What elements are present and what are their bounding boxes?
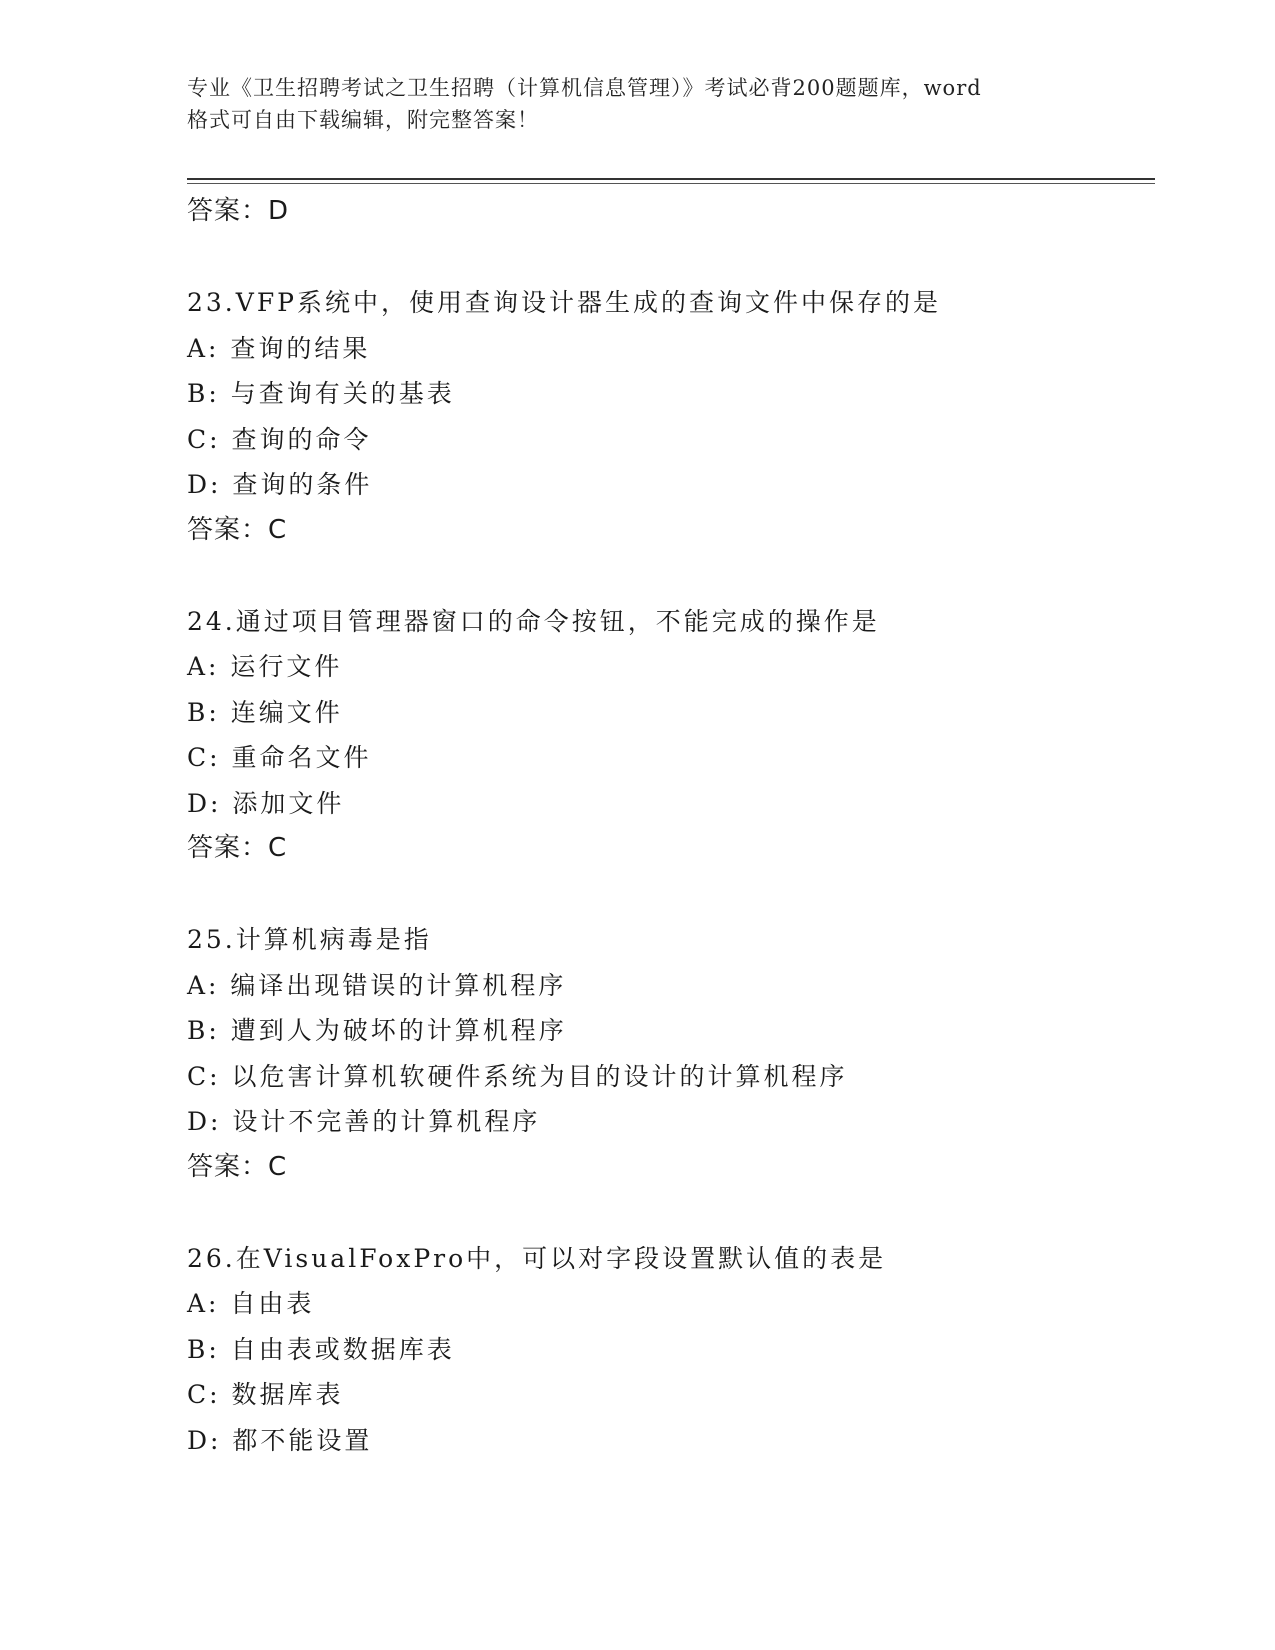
question-25	[187, 917, 1155, 1190]
spacer	[187, 235, 1155, 281]
question-24	[187, 599, 1155, 872]
header-divider-thin	[187, 183, 1155, 184]
question-stem: 24.通过项目管理器窗口的命令按钮，不能完成的操作是	[187, 606, 880, 636]
answer: 答案：C	[187, 833, 288, 863]
option-a: A: 运行文件	[187, 652, 343, 681]
spacer	[187, 1190, 1155, 1236]
spacer	[187, 872, 1155, 918]
option-b: B: 遭到人为破坏的计算机程序	[187, 1016, 567, 1045]
option-c: C: 以危害计算机软硬件系统为目的设计的计算机程序	[187, 1061, 848, 1091]
option-b: B: 与查询有关的基表	[187, 379, 455, 408]
option-a: A: 编译出现错误的计算机程序	[187, 970, 567, 1000]
option-d: D: 查询的条件	[187, 470, 373, 499]
option-c: C: 数据库表	[187, 1380, 344, 1409]
header-line-2: 格式可自由下载编辑，附完整答案！	[187, 108, 539, 132]
option-d: D: 都不能设置	[187, 1425, 373, 1455]
question-26	[187, 1236, 1155, 1464]
answer: 答案：C	[187, 1151, 288, 1182]
spacer	[187, 553, 1155, 599]
previous-answer: 答案：D	[187, 196, 290, 226]
option-a: A: 查询的结果	[187, 333, 371, 363]
question-stem: 23.VFP系统中，使用查询设计器生成的查询文件中保存的是	[187, 288, 941, 317]
question-stem: 26.在VisualFoxPro中，可以对字段设置默认值的表是	[187, 1243, 887, 1273]
question-list	[187, 189, 1155, 1463]
answer: 答案：C	[187, 514, 288, 545]
option-b: B: 连编文件	[187, 697, 343, 727]
header-divider-thick	[187, 178, 1155, 180]
header-line-1: 专业《卫生招聘考试之卫生招聘（计算机信息管理）》考试必背200题题库，word	[187, 76, 982, 100]
question-23	[187, 280, 1155, 553]
option-d: D: 添加文件	[187, 788, 345, 818]
option-c: C: 重命名文件	[187, 743, 372, 772]
option-a: A: 自由表	[187, 1289, 315, 1318]
question-stem: 25.计算机病毒是指	[187, 925, 432, 954]
option-d: D: 设计不完善的计算机程序	[187, 1107, 541, 1136]
option-c: C: 查询的命令	[187, 424, 372, 454]
option-b: B: 自由表或数据库表	[187, 1334, 455, 1364]
document-header	[187, 72, 1087, 136]
